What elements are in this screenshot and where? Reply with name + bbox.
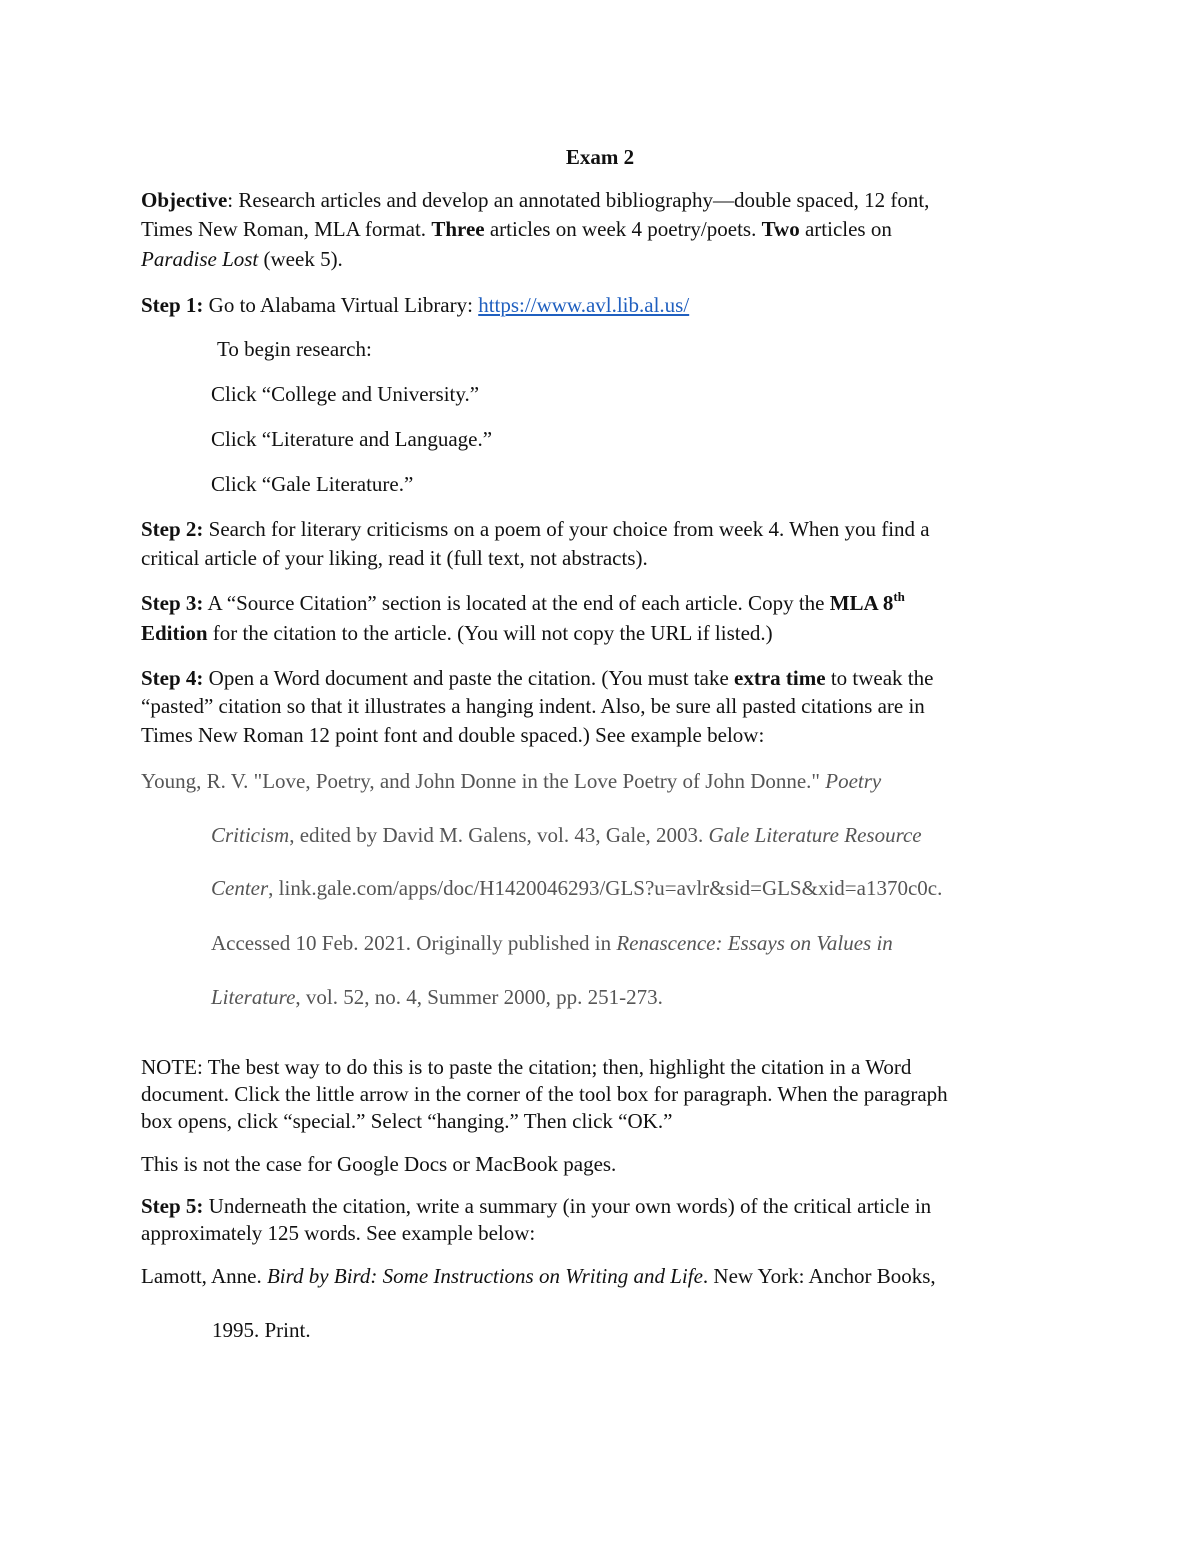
step2-line-2: critical article of your liking, read it (full text, not abstracts). xyxy=(141,546,648,570)
objective-line-1: Objective: Research articles and develop an annotated bibliography—double spaced, 12 font, xyxy=(141,188,930,212)
objective-label: Objective xyxy=(141,188,228,212)
edition-label: Edition xyxy=(141,621,208,645)
paradise-lost-title: Paradise Lost xyxy=(141,247,259,271)
citation1-line-1: Young, R. V. "Love, Poetry, and John Donne in the Love Poetry of John Donne." Poetry xyxy=(141,769,882,793)
mla-label: MLA 8th xyxy=(829,589,905,615)
click-literature: Click “Literature and Language.” xyxy=(211,427,493,451)
step4-line-2: “pasted” citation so that it illustrates a hanging indent. Also, be sure all pasted citations are in xyxy=(141,694,925,718)
page-title: Exam 2 xyxy=(565,145,635,169)
three-label: Three xyxy=(431,217,485,241)
begin-research: To begin research: xyxy=(217,337,372,361)
step5-label: Step 5: xyxy=(141,1194,204,1218)
click-college: Click “College and University.” xyxy=(211,382,480,406)
step4-line-3: Times New Roman 12 point font and double spaced.) See example below: xyxy=(141,723,765,747)
step5-line-1: Step 5: Underneath the citation, write a summary (in your own words) of the critical article in xyxy=(141,1194,932,1218)
citation2-line-1: Lamott, Anne. Bird by Bird: Some Instructions on Writing and Life. New York: Anchor Books, xyxy=(141,1264,936,1288)
google-docs-note: This is not the case for Google Docs or MacBook pages. xyxy=(141,1152,617,1176)
bird-by-bird-title: Bird by Bird: Some Instructions on Writing and Life xyxy=(266,1264,703,1288)
citation1-line-2: Criticism, edited by David M. Galens, vol. 43, Gale, 2003. Gale Literature Resource xyxy=(211,823,922,847)
step2-line-1: Step 2: Search for literary criticisms on a poem of your choice from week 4. When you find a xyxy=(141,517,930,541)
citation1-line-4: Accessed 10 Feb. 2021. Originally published in Renascence: Essays on Values in xyxy=(211,931,893,955)
step1-line: Step 1: Go to Alabama Virtual Library: https://www.avl.lib.al.us/ xyxy=(141,293,690,317)
click-gale: Click “Gale Literature.” xyxy=(211,472,414,496)
step1-label: Step 1: xyxy=(141,293,204,317)
objective-line-2: Times New Roman, MLA format. Three articles on week 4 poetry/poets. Two articles on xyxy=(141,217,892,241)
note-line-2: document. Click the little arrow in the corner of the tool box for paragraph. When the paragraph xyxy=(141,1082,948,1106)
step4-line-1: Step 4: Open a Word document and paste the citation. (You must take extra time to tweak the xyxy=(141,666,934,690)
citation1-line-5: Literature, vol. 52, no. 4, Summer 2000, pp. 251-273. xyxy=(211,985,663,1009)
step3-line-1: Step 3: A “Source Citation” section is located at the end of each article. Copy the MLA 8th xyxy=(141,589,905,615)
extra-time-label: extra time xyxy=(734,666,826,690)
step5-line-2: approximately 125 words. See example below: xyxy=(141,1221,536,1245)
avl-link[interactable]: https://www.avl.lib.al.us/ xyxy=(478,293,690,317)
step4-label: Step 4: xyxy=(141,666,204,690)
two-label: Two xyxy=(761,217,800,241)
note-line-1: NOTE: The best way to do this is to paste the citation; then, highlight the citation in a Word xyxy=(141,1055,912,1079)
citation1-line-3: Center, link.gale.com/apps/doc/H1420046293/GLS?u=avlr&sid=GLS&xid=a1370c0c. xyxy=(211,876,943,900)
citation2-line-2: 1995. Print. xyxy=(212,1318,311,1342)
step2-label: Step 2: xyxy=(141,517,204,541)
step3-line-2: Edition for the citation to the article. (You will not copy the URL if listed.) xyxy=(141,621,773,645)
objective-line-3: Paradise Lost (week 5). xyxy=(141,247,343,271)
note-line-3: box opens, click “special.” Select “hanging.” Then click “OK.” xyxy=(141,1109,673,1133)
step3-label: Step 3: xyxy=(141,591,204,615)
